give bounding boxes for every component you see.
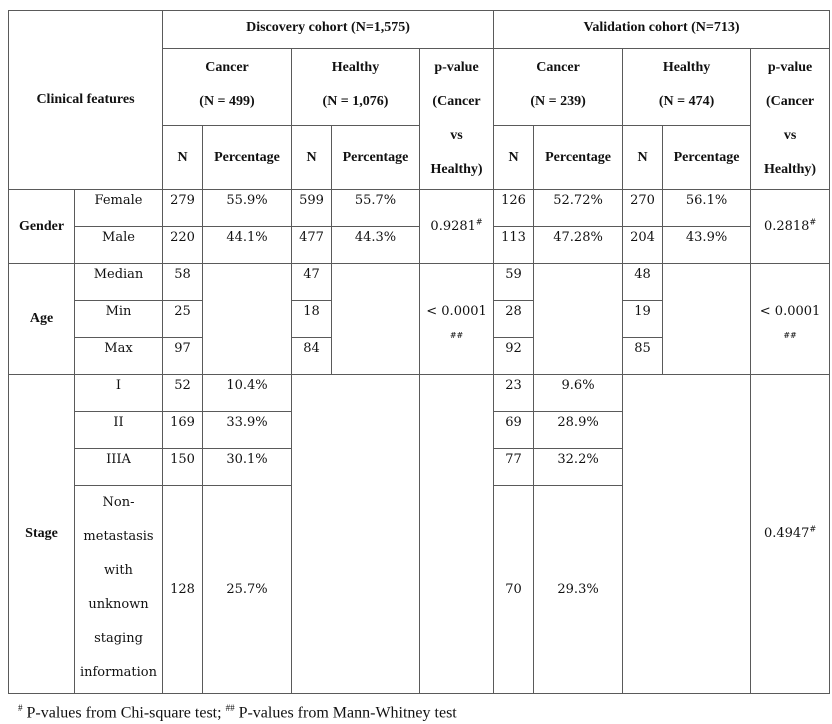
cell: 70 <box>494 486 534 694</box>
row-label: Male <box>75 227 163 264</box>
cell: 52.72% <box>534 190 623 227</box>
stage-validation-pvalue <box>751 375 830 694</box>
cell: 30.1% <box>203 449 292 486</box>
cell: 92 <box>494 338 534 375</box>
empty-cell <box>292 375 420 694</box>
discovery-healthy-count: (N = 1,076) <box>322 94 389 109</box>
empty-cell <box>663 264 751 375</box>
cell: 220 <box>163 227 203 264</box>
cell: 10.4% <box>203 375 292 412</box>
cell: 25 <box>163 301 203 338</box>
footnote-text: P-values from Chi-square test; <box>22 704 226 722</box>
empty-cell <box>420 375 494 694</box>
discovery-cohort-header: Discovery cohort (N=1,575) <box>163 11 494 49</box>
cell: 47 <box>292 264 332 301</box>
footnote-mark: ## <box>783 331 797 340</box>
pvalue-text: 0.9281 <box>430 218 476 234</box>
discovery-cancer-label: Cancer <box>205 60 249 75</box>
footnote-mark: ## <box>225 703 235 713</box>
row-label: Median <box>75 264 163 301</box>
col-header-percentage: Percentage <box>203 126 292 190</box>
table-row <box>9 227 830 264</box>
cell: 48 <box>623 264 663 301</box>
row-label: II <box>75 412 163 449</box>
row-label: I <box>75 375 163 412</box>
cell: 28 <box>494 301 534 338</box>
empty-cell <box>534 264 623 375</box>
validation-healthy-label: Healthy <box>662 60 711 75</box>
cell: 169 <box>163 412 203 449</box>
cell: 599 <box>292 190 332 227</box>
discovery-healthy-label: Healthy <box>331 60 380 75</box>
table-row <box>9 190 830 227</box>
discovery-cancer-header <box>163 49 292 126</box>
table-footnote <box>18 697 457 724</box>
footnote-text: P-values from Mann-Whitney test <box>234 704 457 722</box>
pvalue-line: (Cancer <box>432 94 481 109</box>
cell: 270 <box>623 190 663 227</box>
label-line: information <box>79 665 158 680</box>
group-label-gender: Gender <box>9 190 75 264</box>
cell: 32.2% <box>534 449 623 486</box>
table-row <box>9 264 830 301</box>
row-label: Female <box>75 190 163 227</box>
validation-healthy-header <box>623 49 751 126</box>
discovery-cancer-count: (N = 499) <box>199 94 255 109</box>
gender-discovery-pvalue <box>420 190 494 264</box>
col-header-percentage: Percentage <box>332 126 420 190</box>
pvalue-line: p-value <box>767 60 813 75</box>
cell: 56.1% <box>663 190 751 227</box>
cell: 59 <box>494 264 534 301</box>
pvalue-line: Healthy) <box>763 162 817 177</box>
pvalue-line: vs <box>450 128 463 143</box>
cell: 126 <box>494 190 534 227</box>
cell: 128 <box>163 486 203 694</box>
cell: 55.9% <box>203 190 292 227</box>
cell: 29.3% <box>534 486 623 694</box>
col-header-n: N <box>494 126 534 190</box>
pvalue-line: p-value <box>434 60 479 75</box>
cell: 23 <box>494 375 534 412</box>
footnote-mark: # <box>809 524 817 534</box>
validation-cancer-header <box>494 49 623 126</box>
pvalue-line: vs <box>783 128 797 143</box>
row-label: IIIA <box>75 449 163 486</box>
cell: 33.9% <box>203 412 292 449</box>
clinical-features-table-wrapper <box>8 10 830 694</box>
cell: 85 <box>623 338 663 375</box>
label-line: metastasis <box>83 529 154 544</box>
col-header-n: N <box>163 126 203 190</box>
cell: 150 <box>163 449 203 486</box>
gender-validation-pvalue <box>751 190 830 264</box>
label-line: Non- <box>102 495 135 510</box>
col-header-percentage: Percentage <box>534 126 623 190</box>
cell: 477 <box>292 227 332 264</box>
validation-pvalue-header <box>751 49 830 190</box>
col-header-percentage: Percentage <box>663 126 751 190</box>
cell: 97 <box>163 338 203 375</box>
discovery-healthy-header <box>292 49 420 126</box>
empty-cell <box>623 375 751 694</box>
validation-cancer-label: Cancer <box>536 60 580 75</box>
col-header-n: N <box>623 126 663 190</box>
cell: 84 <box>292 338 332 375</box>
pvalue-line: (Cancer <box>765 94 815 109</box>
cell: 204 <box>623 227 663 264</box>
cell: 25.7% <box>203 486 292 694</box>
age-discovery-pvalue <box>420 264 494 375</box>
pvalue-line: Healthy) <box>430 162 483 177</box>
pvalue-text: < 0.0001 <box>759 304 821 319</box>
cell: 47.28% <box>534 227 623 264</box>
cell: 279 <box>163 190 203 227</box>
label-line: with <box>104 563 133 578</box>
cell: 19 <box>623 301 663 338</box>
group-label-age: Age <box>9 264 75 375</box>
cell: 113 <box>494 227 534 264</box>
pvalue-text: < 0.0001 <box>426 304 487 319</box>
row-label-non-metastasis <box>75 486 163 694</box>
footnote-mark: ## <box>449 331 464 340</box>
validation-cohort-header: Validation cohort (N=713) <box>494 11 830 49</box>
empty-cell <box>332 264 420 375</box>
pvalue-text: 0.2818 <box>763 218 810 234</box>
cell: 58 <box>163 264 203 301</box>
row-label: Min <box>75 301 163 338</box>
cell: 55.7% <box>332 190 420 227</box>
group-label-stage: Stage <box>9 375 75 694</box>
empty-cell <box>203 264 292 375</box>
footnote-mark: # <box>475 217 483 227</box>
cell: 18 <box>292 301 332 338</box>
pvalue-text: 0.4947 <box>763 526 810 541</box>
clinical-features-header: Clinical features <box>9 11 163 190</box>
col-header-n: N <box>292 126 332 190</box>
table-row <box>9 375 830 412</box>
footnote-mark: # <box>18 703 23 713</box>
age-validation-pvalue <box>751 264 830 375</box>
cell: 28.9% <box>534 412 623 449</box>
cell: 9.6% <box>534 375 623 412</box>
cell: 44.3% <box>332 227 420 264</box>
cell: 43.9% <box>663 227 751 264</box>
cell: 52 <box>163 375 203 412</box>
footnote-mark: # <box>809 217 817 227</box>
validation-healthy-count: (N = 474) <box>658 94 715 109</box>
clinical-features-table <box>8 10 830 694</box>
label-line: unknown <box>88 597 149 612</box>
cell: 44.1% <box>203 227 292 264</box>
row-label: Max <box>75 338 163 375</box>
label-line: staging <box>94 631 143 646</box>
discovery-pvalue-header <box>420 49 494 190</box>
cell: 69 <box>494 412 534 449</box>
validation-cancer-count: (N = 239) <box>530 94 586 109</box>
cell: 77 <box>494 449 534 486</box>
